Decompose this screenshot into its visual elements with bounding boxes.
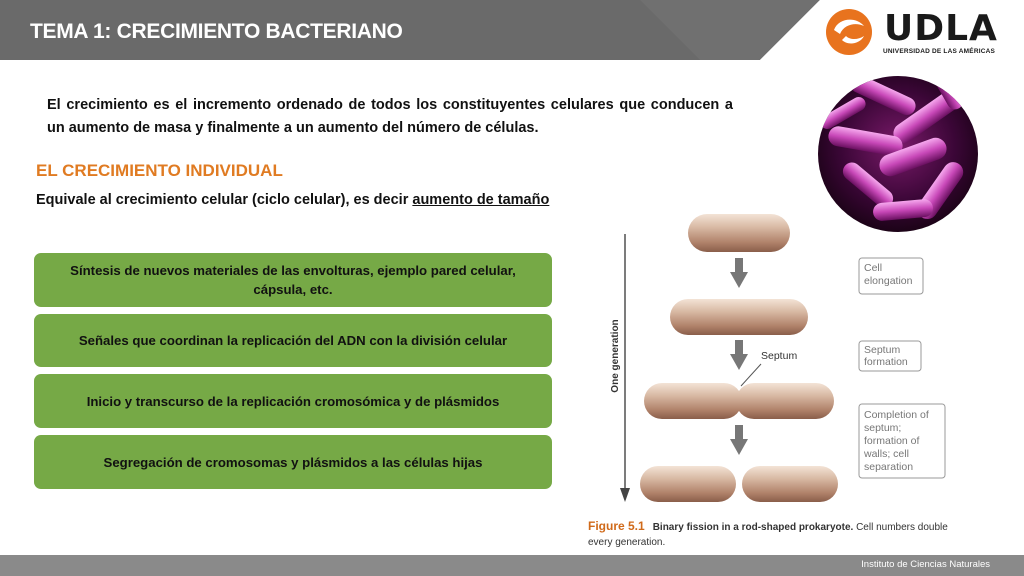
step-box-3-line-1: Completion of: [864, 409, 929, 421]
cell-stage-4-left: [640, 466, 736, 502]
binary-fission-figure: [578, 206, 958, 551]
footer-text: Instituto de Ciencias Naturales: [861, 559, 990, 570]
step-box-3-line-3: formation of: [864, 435, 920, 447]
step-box-1-line-2: elongation: [864, 275, 913, 287]
section-subtitle-underlined: aumento de tamaño: [412, 192, 550, 208]
footer-bar: [0, 555, 1024, 576]
header-bar: [0, 0, 1024, 60]
septum-label: Septum: [761, 350, 798, 362]
section-subtitle: [36, 192, 549, 208]
cell-stage-3-right: [736, 383, 834, 419]
intro-paragraph: El crecimiento es el incremento ordenado de todos los constituyentes celulares que conducen a un aumento de masa y finalmente a un aumento del número de células.: [47, 97, 733, 136]
step-box-3-line-5: separation: [864, 461, 914, 473]
caption-bold: Binary fission in a rod-shaped prokaryote.: [652, 522, 854, 533]
cell-stage-3-left: [644, 383, 742, 419]
section-subtitle-text: Equivale al crecimiento celular (ciclo celular), es decir: [36, 192, 413, 208]
process-box-2: Señales que coordinan la replicación del ADN con la división celular: [34, 314, 552, 367]
step-arrowhead-1: [730, 272, 748, 288]
figure-caption-line-2: every generation.: [588, 537, 666, 548]
udla-logo-icon: [822, 8, 880, 56]
step-arrowhead-3: [730, 439, 748, 455]
caption-number: Figure 5.1: [588, 519, 645, 533]
step-arrowhead-2: [730, 354, 748, 370]
step-box-2-line-2: formation: [864, 356, 908, 368]
figure-caption: [588, 519, 948, 533]
cell-stage-1: [688, 214, 790, 252]
section-heading: EL CRECIMIENTO INDIVIDUAL: [36, 161, 283, 180]
process-box-3: Inicio y transcurso de la replicación cromosómica y de plásmidos: [34, 374, 552, 428]
step-box-2-line-1: Septum: [864, 344, 901, 356]
septum-pointer: [741, 364, 761, 386]
generation-axis-arrowhead: [620, 488, 630, 502]
process-box-1: Síntesis de nuevos materiales de las envolturas, ejemplo pared celular, cápsula, etc.: [34, 253, 552, 307]
generation-axis-label: One generation: [610, 319, 621, 393]
udla-logo: [822, 8, 998, 58]
step-box-3-line-4: walls; cell: [864, 448, 909, 460]
logo-wordmark: UDLA: [884, 8, 998, 49]
step-arrow-2: [735, 340, 743, 356]
cell-stage-2: [670, 299, 808, 335]
cell-stage-4-right: [742, 466, 838, 502]
step-box-3-line-2: septum;: [864, 422, 902, 434]
caption-rest-1: Cell numbers double: [853, 522, 948, 533]
logo-subtitle: UNIVERSIDAD DE LAS AMÉRICAS: [883, 48, 996, 55]
step-arrow-1: [735, 258, 743, 274]
step-box-1-line-1: Cell: [864, 262, 883, 274]
page-title: TEMA 1: CRECIMIENTO BACTERIANO: [30, 20, 403, 43]
process-box-4: Segregación de cromosomas y plásmidos a las células hijas: [34, 435, 552, 489]
step-arrow-3: [735, 425, 743, 441]
